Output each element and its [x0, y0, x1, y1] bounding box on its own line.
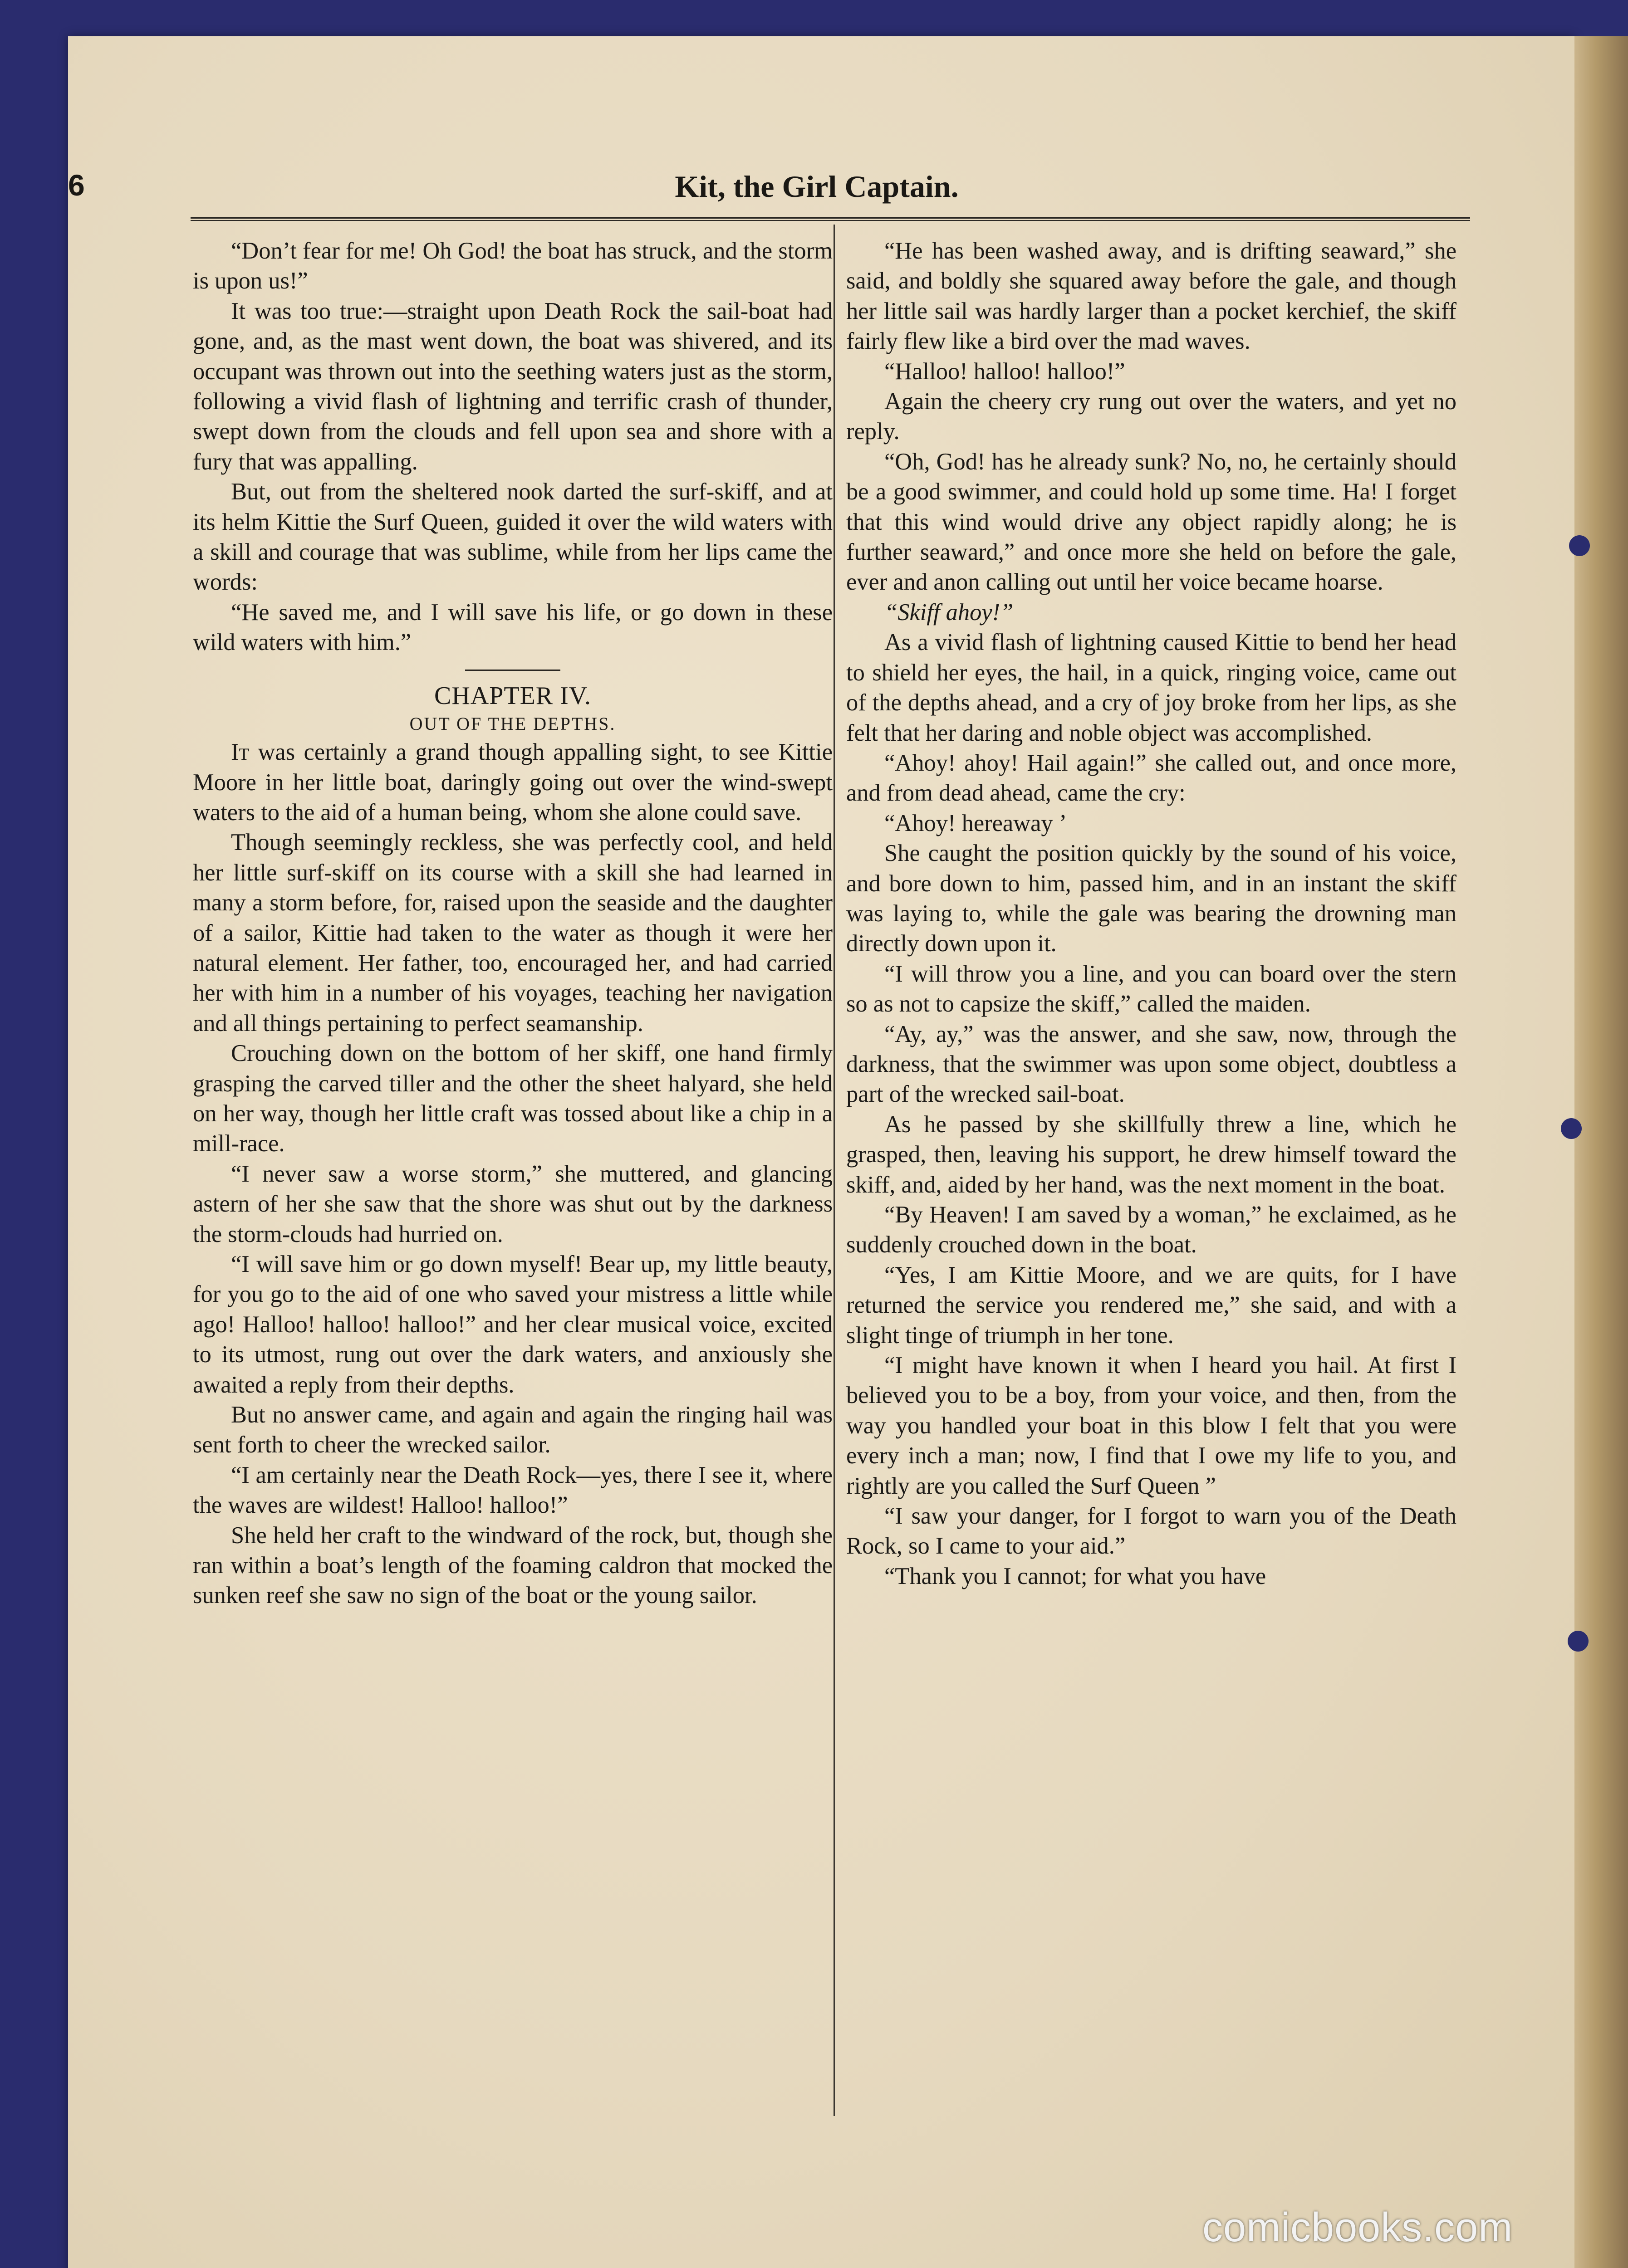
paragraph: As he passed by she skillfully threw a line, which he grasped, then, leaving his support, he drew himself toward the skiff, and, aided by her hand, was the next moment in the boat. [846, 1111, 1456, 1198]
paragraph: “Oh, God! has he already sunk? No, no, he certainly should be a good swimmer, and could hold up some time. Ha! I forget that this wind would drive any object rapidly along; he is further seaward,” and once more she held on before the gale, ever and anon calling out until her voice became hoarse. [846, 448, 1456, 596]
paragraph: She caught the position quickly by the sound of his voice, and bore down to him, passed him, and in an instant the skiff was laying to, while the gale was bearing the drowning man directly down upon it. [846, 840, 1456, 957]
paragraph: “I never saw a worse storm,” she muttered, and glancing astern of her she saw that the shore was shut out by the darkness the storm-clouds had hurried on. [193, 1160, 833, 1247]
header-rule [191, 217, 1470, 221]
paragraph: “Ay, ay,” was the answer, and she saw, now, through the darkness, that the swimmer was upon some object, doubtless a part of the wrecked sail-boat. [846, 1021, 1456, 1108]
paragraph: Though seemingly reckless, she was perfectly cool, and held her little surf-skiff on its course with a skill she had learned in many a storm before, for, raised upon the seaside and the daughter of a sailor, Kittie had taken to the water as though it were her natural element. Her father, too, encouraged her, and had carried her with him in a number of his voyages, teaching her navigation and all things pertaining to perfect seamanship. [193, 829, 833, 1036]
running-head: Kit, the Girl Captain. [675, 169, 959, 204]
left-column [193, 236, 833, 1611]
paragraph: “I am certainly near the Death Rock—yes, there I see it, where the waves are wildest! Halloo! halloo!” [193, 1461, 833, 1519]
paragraph: “Ahoy! hereaway ’ [884, 810, 1067, 836]
chapter-heading: CHAPTER IV. [434, 681, 591, 710]
paragraph: “Yes, I am Kittie Moore, and we are quits, for I have returned the service you rendered me,” she said, and with a slight tinge of triumph in her tone. [846, 1261, 1456, 1349]
column-divider [834, 225, 835, 2116]
binding-hole [1569, 535, 1590, 556]
page-number: 6 [68, 168, 85, 202]
paragraph: “Don’t fear for me! Oh God! the boat has struck, and the storm is upon us!” [193, 238, 833, 294]
binding-hole [1568, 1631, 1589, 1652]
first-paragraph-text: was certainly a grand though appalling sight, to see Kittie Moore in her little boat, daringly going out over the wind-swept waters to the aid of a human being, whom she alone could save. [193, 739, 833, 826]
paragraph: “He saved me, and I will save his life, or go down in these wild waters with him.” [193, 599, 833, 656]
paragraph [193, 737, 833, 827]
paragraph: As a vivid flash of lightning caused Kittie to bend her head to shield her eyes, the hail, in a quick, ringing voice, came out of the depths ahead, and a cry of joy broke from her lips, as she felt that her daring and noble object was accomplished. [846, 629, 1456, 746]
paragraph: She held her craft to the windward of the rock, but, though she ran within a boat’s length of the foaming caldron that mocked the sunken reef she saw no sign of the boat or the young sailor. [193, 1522, 833, 1609]
right-column [846, 236, 1456, 1591]
first-word: It [231, 739, 250, 766]
chapter-subtitle [193, 711, 833, 737]
paragraph: But no answer came, and again and again the ringing hail was sent forth to cheer the wrecked sailor. [193, 1402, 833, 1458]
paragraph: “Ahoy! ahoy! Hail again!” she called out, and once more, and from dead ahead, came the cry: [846, 749, 1456, 807]
paragraph: “Thank you I cannot; for what you have [884, 1563, 1266, 1589]
paragraph: Crouching down on the bottom of her skiff, one hand firmly grasping the carved tiller and the other the sheet halyard, she held on her way, though her little craft was tossed about like a chip in a mill-race. [193, 1040, 833, 1157]
binding-hole [1561, 1118, 1582, 1139]
chapter-subtitle-text: OUT OF THE DEPTHS. [409, 714, 616, 734]
paragraph: “He has been washed away, and is drifting seaward,” she said, and boldly she squared away before the gale, and though her little sail was hardly larger than a pocket kerchief, the skiff fairly flew like a bird over the mad waves. [846, 238, 1456, 355]
section-rule [465, 670, 560, 671]
paragraph: Again the cheery cry rung out over the waters, and yet no reply. [846, 388, 1456, 445]
paragraph: But, out from the sheltered nook darted the surf-skiff, and at its helm Kittie the Surf Queen, guided it over the wild waters with a skill and courage that was sublime, while from her lips came the words: [193, 479, 833, 596]
paragraph: “By Heaven! I am saved by a woman,” he exclaimed, as he suddenly crouched down in the boat. [846, 1202, 1456, 1258]
paragraph: “I will throw you a line, and you can board over the stern so as not to capsize the skiff,” called the maiden. [846, 960, 1456, 1017]
paragraph: “I saw your danger, for I forgot to warn you of the Death Rock, so I came to your aid.” [846, 1503, 1456, 1559]
watermark-text: comicbooks.com [1202, 2205, 1513, 2250]
paragraph: “I might have known it when I heard you hail. At first I believed you to be a boy, from your voice, and then, from the way you handled your boat in this blow I felt that you were every inch a man; now, I find that I owe my life to you, and rightly are you called the Surf Queen ” [846, 1352, 1456, 1499]
paragraph: “Halloo! halloo! halloo!” [884, 358, 1125, 385]
paragraph: It was too true:—straight upon Death Rock the sail-boat had gone, and, as the mast went down, the boat was shivered, and its occupant was thrown out into the seething waters just as the storm, following a vivid flash of lightning and terrific crash of thunder, swept down from the clouds and fell upon sea and shore with a fury that was appalling. [193, 298, 833, 475]
binding-spine [1574, 36, 1628, 2268]
paragraph-skiff-hail: “Skiff ahoy!” [884, 599, 1014, 626]
paragraph: “I will save him or go down myself! Bear up, my little beauty, for you go to the aid of one who saved your mistress a little while ago! Halloo! halloo! halloo!” and her clear musical voice, excited to its utmost, rung out over the dark waters, and anxiously she awaited a reply from their depths. [193, 1251, 833, 1398]
